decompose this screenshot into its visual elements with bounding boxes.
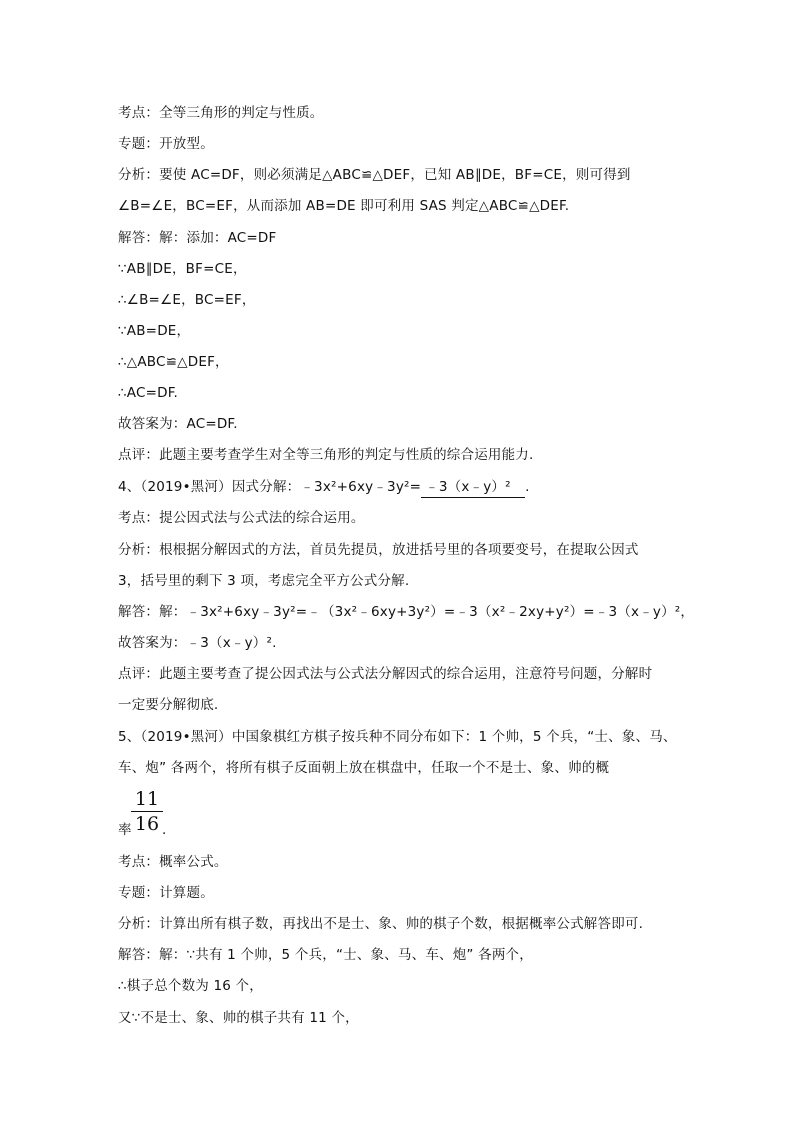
fraction-denominator: 16	[134, 813, 160, 835]
question-4-suffix: .	[525, 479, 530, 495]
text-line: 3，括号里的剩下 3 项，考虑完全平方公式分解.	[118, 573, 410, 589]
text-line: ∵AB=DE，	[118, 323, 191, 339]
text-line: ∴AC=DF.	[118, 385, 179, 401]
text-line: ∠B=∠E，BC=EF，从而添加 AB=DE 即可利用 SAS 判定△ABC≌△DEF.	[118, 198, 570, 214]
text-line: 故答案为：﹣3（x﹣y）².	[118, 635, 277, 651]
text-line: ∴棋子总个数为 16 个，	[118, 978, 263, 994]
text-line: 分析：要使 AC=DF，则必须满足△ABC≌△DEF，已知 AB∥DE，BF=CE，则可得到	[118, 167, 631, 183]
text-line: 率	[118, 822, 132, 838]
text-line: 5、（2019•黑河）中国象棋红方棋子按兵种不同分布如下：1 个帅，5 个兵，“士、象、马、	[118, 729, 677, 745]
text-line: 一定要分解彻底.	[118, 697, 219, 713]
text-line: 故答案为：AC=DF.	[118, 416, 238, 432]
text-line: ∴∠B=∠E，BC=EF，	[118, 292, 256, 308]
text-line: 解答：解：﹣3x²+6xy﹣3y²=﹣（3x²﹣6xy+3y²）=﹣3（x²﹣2xy+y²）=﹣3（x﹣y）²，	[118, 604, 695, 620]
text-line: 考点：提公因式法与公式法的综合运用。	[118, 510, 365, 526]
text-line: ∴△ABC≌△DEF，	[118, 354, 229, 370]
answer-blank: ﹣3（x﹣y）²	[421, 477, 525, 498]
text-line: ∵AB∥DE，BF=CE，	[118, 261, 247, 277]
fraction-numerator: 11	[134, 788, 160, 810]
question-4	[118, 477, 530, 498]
question-4-text: 4、（2019•黑河）因式分解：﹣3x²+6xy﹣3y²=	[118, 479, 422, 495]
text-line: 车、炮” 各两个，将所有棋子反面朝上放在棋盘中，任取一个不是士、象、帅的概	[118, 760, 610, 776]
text-line: 解答：解：添加：AC=DF	[118, 230, 277, 246]
fraction-bar	[131, 811, 163, 812]
text-line: 分析：根根据分解因式的方法，首员先提员，放进括号里的各项要变号，在提取公因式	[118, 542, 639, 558]
text-line: 考点：概率公式。	[118, 854, 228, 870]
text-line: 分析：计算出所有棋子数，再找出不是士、象、帅的棋子个数，根据概率公式解答即可.	[118, 916, 644, 932]
text-line: .	[162, 822, 167, 838]
text-line: 专题：计算题。	[118, 885, 214, 901]
text-line: 又∵不是士、象、帅的棋子共有 11 个，	[118, 1010, 359, 1026]
answer-fraction	[131, 788, 163, 835]
text-line: 考点：全等三角形的判定与性质。	[118, 105, 324, 121]
text-line: 点评：此题主要考查了提公因式法与公式法分解因式的综合运用，注意符号问题，分解时	[118, 666, 653, 682]
text-line: 解答：解：∵共有 1 个帅，5 个兵，“士、象、马、车、炮” 各两个，	[118, 947, 533, 963]
text-line: 专题：开放型。	[118, 136, 214, 152]
text-line: 点评：此题主要考查学生对全等三角形的判定与性质的综合运用能力.	[118, 447, 534, 463]
